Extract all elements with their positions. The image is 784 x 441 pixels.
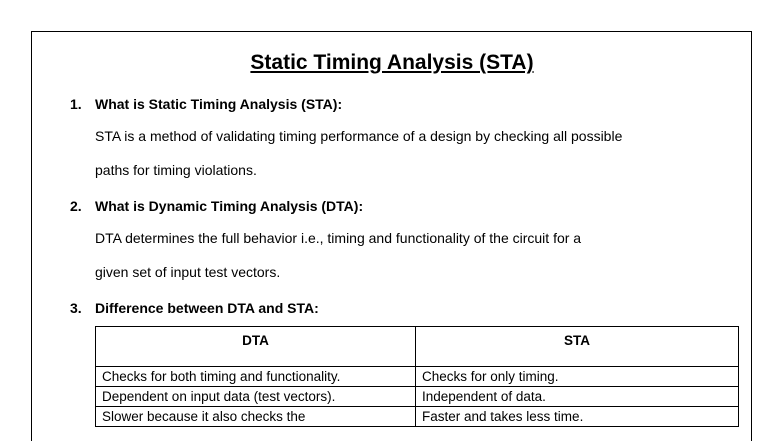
section-2-number: 2.: [70, 198, 82, 214]
table-header-dta: DTA: [96, 327, 416, 367]
table-row: [96, 367, 739, 387]
table-cell: Independent of data.: [416, 387, 739, 407]
section-3-heading: [70, 299, 319, 317]
section-1-heading: [70, 95, 342, 113]
table-row: [96, 407, 739, 427]
section-1-line-1: STA is a method of validating timing performance of a design by checking all possible: [95, 128, 623, 144]
section-2-heading: [70, 197, 363, 215]
table-cell: Faster and takes less time.: [416, 407, 739, 427]
difference-table: [95, 326, 739, 427]
table-cell: Dependent on input data (test vectors).: [96, 387, 416, 407]
table-header-sta: STA: [416, 327, 739, 367]
section-1-line-2: paths for timing violations.: [95, 162, 257, 178]
table-cell: Checks for both timing and functionality.: [96, 367, 416, 387]
section-1-number: 1.: [70, 96, 82, 112]
section-3-title: Difference between DTA and STA:: [95, 300, 319, 316]
table-cell: Slower because it also checks the: [96, 407, 416, 427]
section-3-number: 3.: [70, 300, 82, 316]
section-2-line-2: given set of input test vectors.: [95, 264, 281, 280]
section-2-title: What is Dynamic Timing Analysis (DTA):: [95, 198, 364, 214]
section-1-title: What is Static Timing Analysis (STA):: [95, 96, 343, 112]
table-header-row: [96, 327, 739, 367]
table-row: [96, 387, 739, 407]
page-title: Static Timing Analysis (STA): [250, 51, 534, 74]
table-cell: Checks for only timing.: [416, 367, 739, 387]
section-2-line-1: DTA determines the full behavior i.e., timing and functionality of the circuit for a: [95, 230, 582, 246]
